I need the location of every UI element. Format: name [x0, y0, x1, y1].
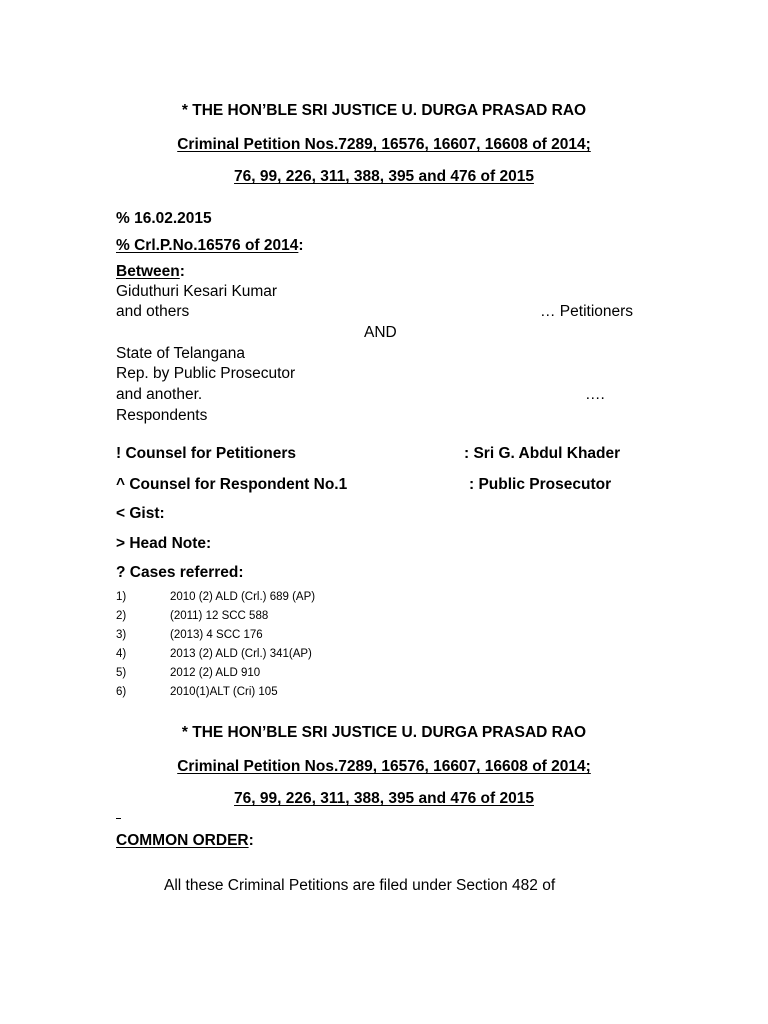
petitioner-role: … Petitioners [540, 303, 634, 320]
case-number: 3) [116, 629, 127, 641]
order-petition-numbers-line2 [0, 790, 768, 808]
common-order-colon: : [248, 832, 254, 849]
petition-numbers-line2 [0, 168, 768, 186]
divider [116, 818, 121, 819]
respondent-role: Respondents [116, 407, 208, 424]
list-item [116, 607, 315, 626]
list-item [116, 588, 315, 607]
case-number: 4) [116, 648, 127, 660]
order-date: % 16.02.2015 [116, 210, 212, 227]
crlp-number [116, 237, 304, 255]
crlp-colon: : [298, 237, 304, 254]
counsel-petitioners-label: ! Counsel for Petitioners [116, 445, 296, 462]
respondent-another: and another. [116, 386, 203, 403]
head-note-label: > Head Note: [116, 535, 212, 552]
between-label-text: Between [116, 263, 180, 280]
cases-referred-label: ? Cases referred: [116, 564, 244, 581]
counsel-respondent-label: ^ Counsel for Respondent No.1 [116, 476, 348, 493]
gist-label: < Gist: [116, 505, 165, 522]
case-citation: 2010 (2) ALD (Crl.) 689 (AP) [170, 591, 316, 603]
case-number: 1) [116, 591, 127, 603]
petition-numbers-line2-text: 76, 99, 226, 311, 388, 395 and 476 of 2015 [234, 168, 534, 185]
list-item [116, 664, 315, 683]
and-label: AND [364, 324, 397, 341]
case-citation: 2013 (2) ALD (Crl.) 341(AP) [170, 648, 312, 660]
respondent-dots: …. [585, 386, 605, 403]
order-petition-numbers-line1 [0, 758, 768, 776]
case-citation: (2013) 4 SCC 176 [170, 629, 263, 641]
list-item [116, 645, 315, 664]
crlp-number-text: % Crl.P.No.16576 of 2014 [116, 237, 299, 254]
order-opening-paragraph: All these Criminal Petitions are filed under Section 482 of [164, 877, 556, 894]
list-item [116, 626, 315, 645]
case-number: 2) [116, 610, 127, 622]
petitioner-name: Giduthuri Kesari Kumar [116, 283, 278, 300]
order-petition-numbers-line1-text: Criminal Petition Nos.7289, 16576, 16607, 16608 of 2014; [177, 758, 591, 775]
respondent-name: State of Telangana [116, 345, 245, 362]
order-petition-numbers-line2-text: 76, 99, 226, 311, 388, 395 and 476 of 2015 [234, 790, 534, 807]
case-citation: (2011) 12 SCC 588 [170, 610, 269, 622]
case-citation: 2010(1)ALT (Cri) 105 [170, 686, 278, 698]
case-citation: 2012 (2) ALD 910 [170, 667, 261, 679]
common-order-title [116, 832, 254, 850]
between-colon: : [179, 263, 185, 280]
counsel-petitioners-value: : Sri G. Abdul Khader [464, 445, 621, 462]
list-item [116, 683, 315, 702]
case-number: 6) [116, 686, 127, 698]
petitioner-others: and others [116, 303, 190, 320]
petition-numbers-line1 [0, 136, 768, 154]
order-judge-heading: * THE HON’BLE SRI JUSTICE U. DURGA PRASAD RAO [181, 724, 587, 741]
case-number: 5) [116, 667, 127, 679]
petition-numbers-line1-text: Criminal Petition Nos.7289, 16576, 16607, 16608 of 2014; [177, 136, 591, 153]
judge-heading: * THE HON’BLE SRI JUSTICE U. DURGA PRASAD RAO [181, 102, 587, 119]
counsel-respondent-value: : Public Prosecutor [469, 476, 612, 493]
cases-list [116, 588, 315, 702]
respondent-representation: Rep. by Public Prosecutor [116, 365, 296, 382]
common-order-title-text: COMMON ORDER [116, 832, 249, 849]
between-label [116, 263, 185, 281]
